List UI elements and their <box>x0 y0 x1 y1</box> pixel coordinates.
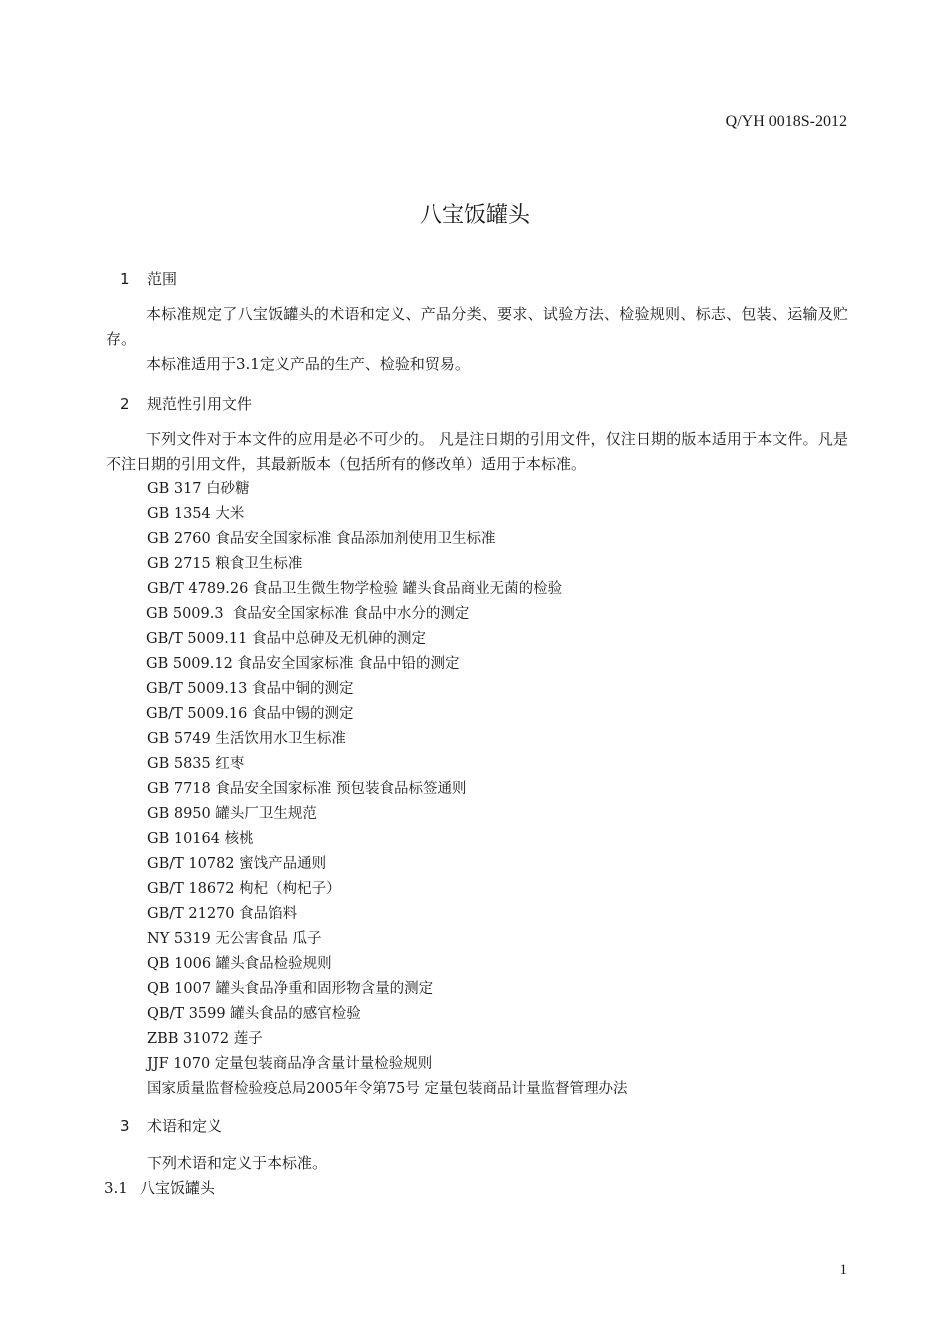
standard-code: Q/YH 0018S-2012 <box>725 113 847 130</box>
reference-item: NY 5319 无公害食品 瓜子 <box>147 931 322 947</box>
reference-item: GB 5009.3 食品安全国家标准 食品中水分的测定 <box>146 606 470 622</box>
reference-item: JJF 1070 定量包装商品净含量计量检验规则 <box>147 1056 433 1072</box>
subsection-3-1-number: 3.1 <box>104 1179 128 1197</box>
subsection-3-1 <box>104 1177 215 1198</box>
section-2-intro: 下列文件对于本文件的应用是必不可少的。 凡是注日期的引用文件，仅注日期的版本适用于本文件。凡是不注日期的引用文件，其最新版本（包括所有的修改单）适用于本标准。 <box>106 430 848 473</box>
reference-item: QB 1007 罐头食品净重和固形物含量的测定 <box>147 981 434 997</box>
section-2-heading <box>120 393 252 414</box>
reference-item: QB/T 3599 罐头食品的感官检验 <box>147 1006 361 1022</box>
subsection-3-1-title: 八宝饭罐头 <box>140 1179 216 1197</box>
section-3-title: 术语和定义 <box>147 1117 223 1135</box>
section-1-number: 1 <box>120 270 130 288</box>
section-3-intro: 下列术语和定义于本标准。 <box>147 1154 328 1172</box>
reference-item: GB/T 4789.26 食品卫生微生物学检验 罐头食品商业无菌的检验 <box>147 581 563 597</box>
document-title: 八宝饭罐头 <box>419 203 530 228</box>
section-1-paragraph-1: 本标准规定了八宝饭罐头的术语和定义、产品分类、要求、试验方法、检验规则、标志、包装、运输及贮存。 <box>106 305 848 348</box>
reference-item: GB/T 18672 枸杞（枸杞子） <box>147 881 341 897</box>
reference-item: QB 1006 罐头食品检验规则 <box>147 956 332 972</box>
reference-item: GB/T 5009.11 食品中总砷及无机砷的测定 <box>146 631 426 647</box>
reference-item: GB 5835 红枣 <box>147 756 245 772</box>
reference-item: GB 8950 罐头厂卫生规范 <box>147 806 317 822</box>
section-2-title: 规范性引用文件 <box>147 395 253 413</box>
section-3-heading <box>120 1115 222 1136</box>
section-1-title: 范围 <box>147 270 178 288</box>
section-3-number: 3 <box>120 1117 130 1135</box>
reference-item: GB 5749 生活饮用水卫生标准 <box>147 731 346 747</box>
page-number: 1 <box>839 1262 847 1278</box>
decree-reference: 国家质量监督检验疫总局2005年令第75号 定量包装商品计量监督管理办法 <box>147 1081 628 1097</box>
reference-item: GB 1354 大米 <box>147 506 245 522</box>
reference-item: GB/T 10782 蜜饯产品通则 <box>147 856 327 872</box>
reference-item: GB 5009.12 食品安全国家标准 食品中铅的测定 <box>146 656 460 672</box>
reference-item: GB 2715 粮食卫生标准 <box>147 556 303 572</box>
reference-item: GB/T 21270 食品馅料 <box>147 906 298 922</box>
reference-item: GB/T 5009.13 食品中铜的测定 <box>146 681 354 697</box>
section-1-paragraph-2: 本标准适用于3.1定义产品的生产、检验和贸易。 <box>146 355 470 373</box>
reference-item: GB 7718 食品安全国家标准 预包装食品标签通则 <box>147 781 467 797</box>
reference-item: GB/T 5009.16 食品中锡的测定 <box>146 706 354 722</box>
reference-item: GB 10164 核桃 <box>147 831 254 847</box>
section-1-heading <box>120 268 177 289</box>
reference-item: GB 317 白砂糖 <box>147 481 250 497</box>
section-2-number: 2 <box>120 395 130 413</box>
reference-item: GB 2760 食品安全国家标准 食品添加剂使用卫生标准 <box>147 531 496 547</box>
reference-item: ZBB 31072 莲子 <box>147 1031 263 1047</box>
